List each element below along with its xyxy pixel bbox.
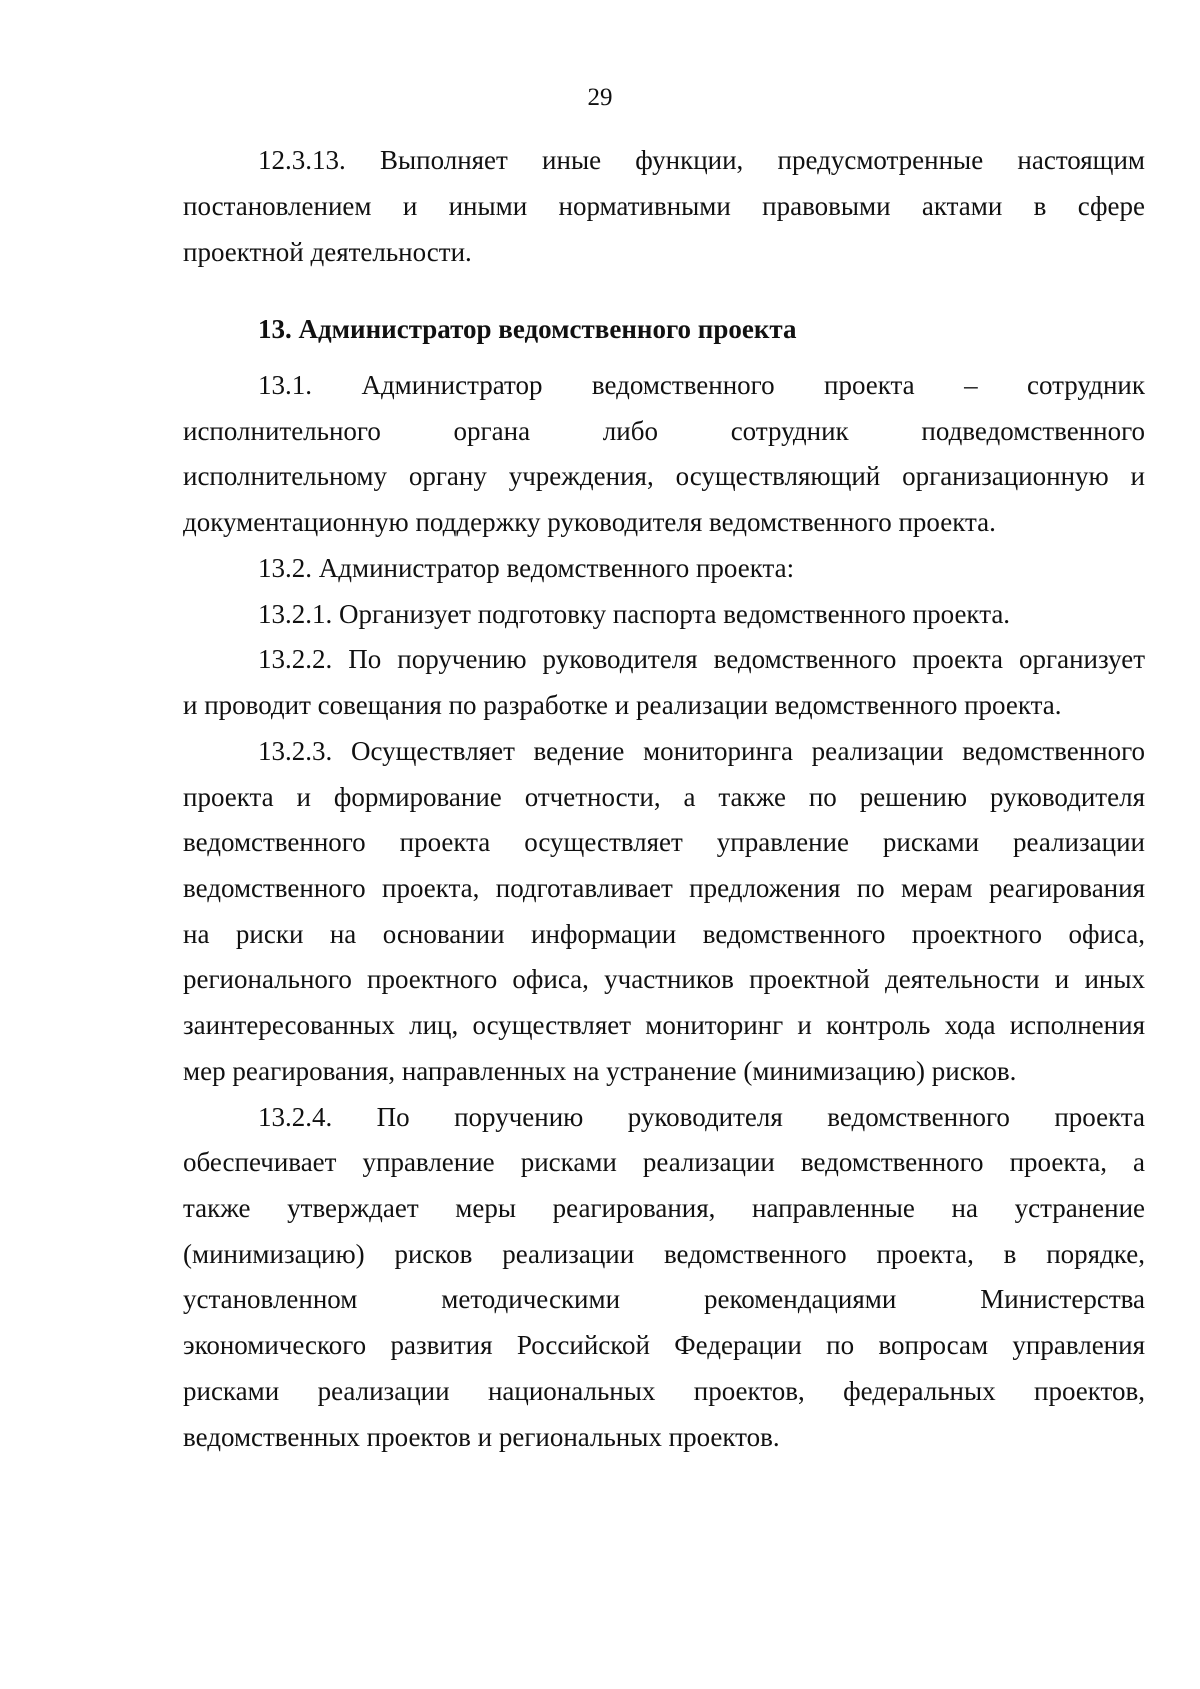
text-line: установленном методическими рекомендациями Министерства — [183, 1284, 1145, 1314]
text-line: 13.2.2. По поручению руководителя ведомственного проекта организует — [258, 644, 1145, 674]
text-line: на риски на основании информации ведомственного проектного офиса, — [183, 919, 1145, 949]
text-line: 13.1. Администратор ведомственного проекта – сотрудник — [258, 370, 1145, 400]
text-line: рисками реализации национальных проектов, федеральных проектов, — [183, 1376, 1145, 1406]
text-line: заинтересованных лиц, осуществляет мониторинг и контроль хода исполнения — [183, 1010, 1145, 1040]
text-line: и проводит совещания по разработке и реализации ведомственного проекта. — [183, 690, 1062, 720]
section-heading: 13. Администратор ведомственного проекта — [258, 314, 797, 344]
text-line: также утверждает меры реагирования, направленные на устранение — [183, 1193, 1145, 1223]
text-line: (минимизацию) рисков реализации ведомственного проекта, в порядке, — [183, 1239, 1145, 1269]
page-number: 29 — [587, 84, 613, 111]
text-line: исполнительного органа либо сотрудник подведомственного — [183, 416, 1145, 446]
text-line: экономического развития Российской Федерации по вопросам управления — [183, 1330, 1145, 1360]
text-line: проектной деятельности. — [183, 237, 472, 267]
text-line: обеспечивает управление рисками реализации ведомственного проекта, а — [183, 1147, 1145, 1177]
text-line: мер реагирования, направленных на устранение (минимизацию) рисков. — [183, 1056, 1017, 1086]
text-line: 13.2.1. Организует подготовку паспорта ведомственного проекта. — [258, 599, 1011, 629]
text-line: ведомственного проекта осуществляет управление рисками реализации — [183, 827, 1145, 857]
text-line: 12.3.13. Выполняет иные функции, предусмотренные настоящим — [258, 145, 1145, 175]
text-line: постановлением и иными нормативными правовыми актами в сфере — [183, 191, 1145, 221]
text-line: 13.2.3. Осуществляет ведение мониторинга реализации ведомственного — [258, 736, 1145, 766]
text-line: ведомственных проектов и региональных проектов. — [183, 1422, 780, 1452]
text-line: 13.2.4. По поручению руководителя ведомственного проекта — [258, 1102, 1145, 1132]
text-line: 13.2. Администратор ведомственного проекта: — [258, 553, 795, 583]
text-line: проекта и формирование отчетности, а также по решению руководителя — [183, 782, 1145, 812]
text-line: исполнительному органу учреждения, осуществляющий организационную и — [183, 461, 1145, 491]
text-line: ведомственного проекта, подготавливает предложения по мерам реагирования — [183, 873, 1145, 903]
text-line: документационную поддержку руководителя ведомственного проекта. — [183, 507, 996, 537]
text-line: регионального проектного офиса, участников проектной деятельности и иных — [183, 964, 1145, 994]
